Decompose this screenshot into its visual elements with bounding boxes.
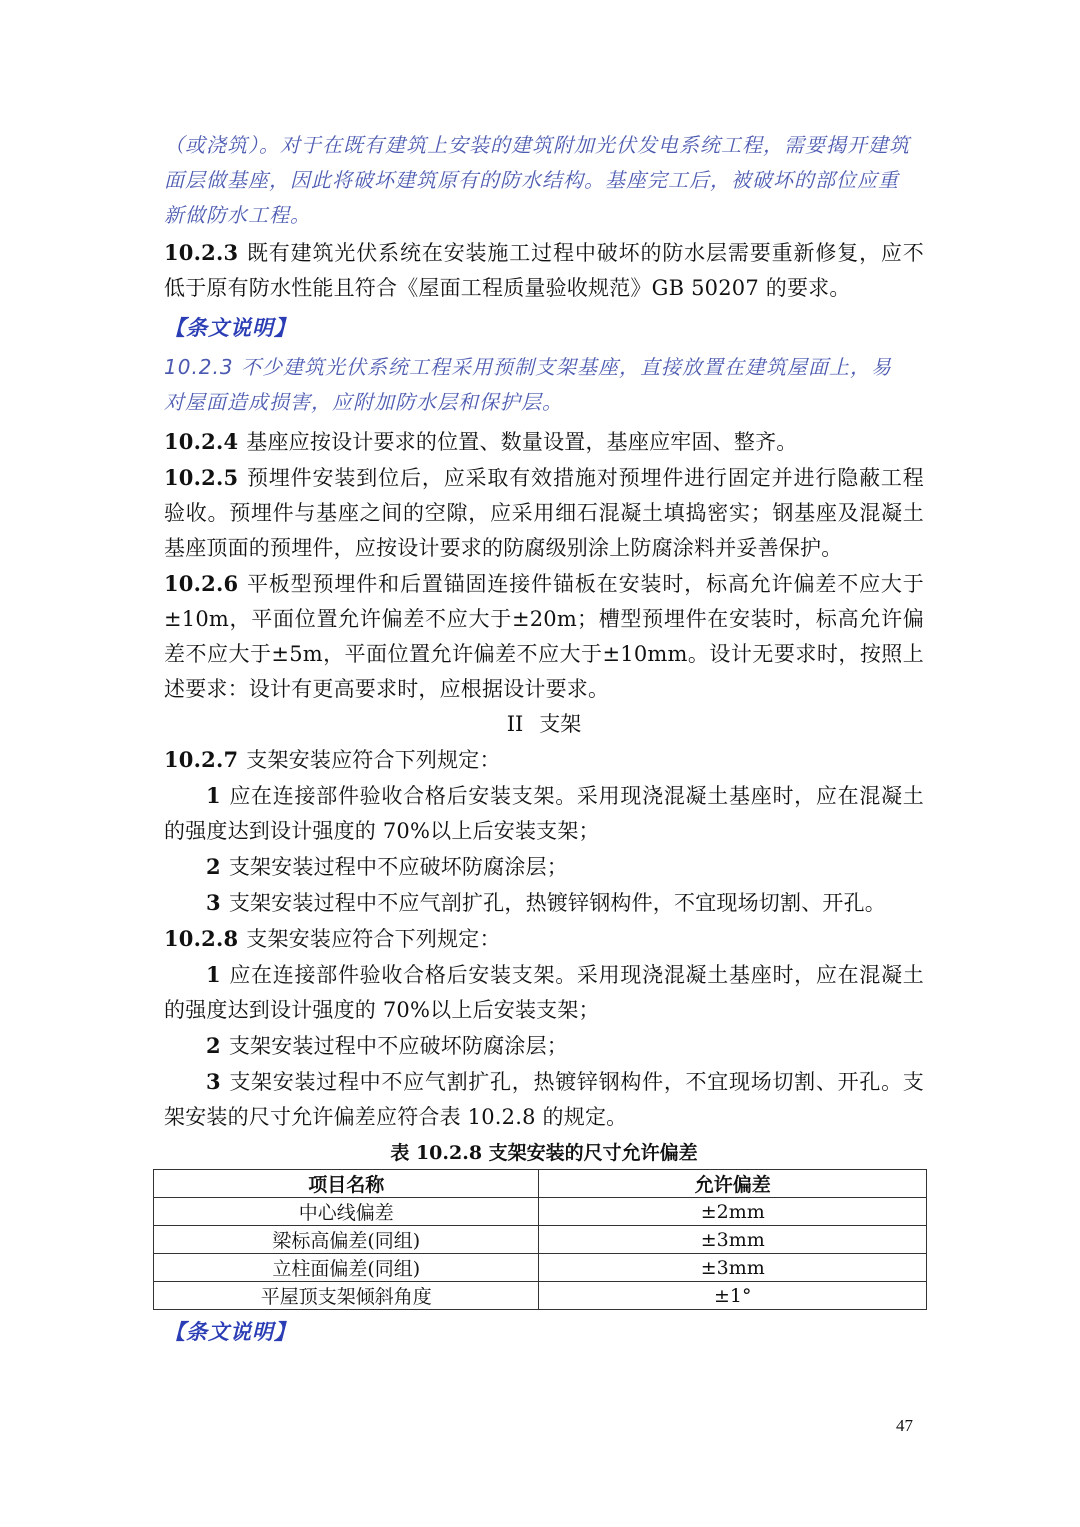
clause-text: 支架安装应符合下列规定： [246, 748, 501, 772]
tolerance-table [153, 1169, 927, 1310]
table-row [154, 1254, 927, 1282]
table-cell: ±3mm [539, 1226, 927, 1254]
table-row [154, 1198, 927, 1226]
clause-10-2-5 [164, 460, 924, 566]
page-content [164, 128, 924, 1354]
clause-10-2-6 [164, 566, 924, 707]
explanation-note-10-2-3 [164, 350, 924, 420]
clause-number: 10.2.8 [164, 926, 239, 951]
item-text: 应在连接部件验收合格后安装支架。采用现浇混凝土基座时，应在混凝土的强度达到设计强度的 70%以上后安装支架； [164, 784, 924, 843]
item-number: 3 [206, 1069, 221, 1094]
note-line: 对屋面造成损害，应附加防水层和保护层。 [164, 390, 563, 414]
clause-text: 预埋件安装到位后，应采取有效措施对预埋件进行固定并进行隐蔽工程验收。预埋件与基座之间的空隙，应采用细石混凝土填捣密实；钢基座及混凝土基座顶面的预埋件，应按设计要求的防腐级别涂上防腐涂料并妥善保护。 [164, 466, 924, 560]
clause-text: 支架安装应符合下列规定： [246, 927, 501, 951]
item-number: 2 [206, 1033, 221, 1058]
clause-number: 10.2.7 [164, 747, 239, 772]
column-header: 允许偏差 [539, 1170, 927, 1198]
clause-text: 平板型预埋件和后置锚固连接件锚板在安装时，标高允许偏差不应大于±10m，平面位置允许偏差不应大于±20m；槽型预埋件在安装时，标高允许偏差不应大于±5m，平面位置允许偏差不应大于±10mm。设计无要求时，按照上述要求：设计有更高要求时，应根据设计要求。 [164, 572, 924, 701]
table-header-row [154, 1170, 927, 1198]
note-line: 10.2.3 不少建筑光伏系统工程采用预制支架基座，直接放置在建筑屋面上，易 [164, 355, 892, 379]
clause-item [164, 1028, 924, 1064]
clause-explanation-heading: 【条文说明】 [164, 316, 296, 340]
clause-number: 10.2.3 [164, 240, 239, 265]
page-number: 47 [896, 1416, 913, 1435]
item-text: 应在连接部件验收合格后安装支架。采用现浇混凝土基座时，应在混凝土的强度达到设计强度的 70%以上后安装支架； [164, 963, 924, 1022]
clause-item [164, 957, 924, 1028]
section-name: 支架 [539, 712, 582, 736]
clause-item [164, 1064, 924, 1135]
clause-explanation-heading: 【条文说明】 [164, 1320, 296, 1344]
clause-10-2-4 [164, 424, 924, 460]
explanation-note-top [164, 128, 924, 233]
note-line: （或浇筑）。对于在既有建筑上安装的建筑附加光伏发电系统工程，需要揭开建筑 [164, 133, 910, 157]
section-title [164, 707, 924, 742]
clause-10-2-3 [164, 235, 924, 306]
clause-item [164, 849, 924, 885]
table-caption: 表 10.2.8 支架安装的尺寸允许偏差 [390, 1142, 698, 1164]
item-number: 1 [206, 962, 221, 987]
clause-item [164, 885, 924, 921]
table-row [154, 1282, 927, 1310]
table-row [154, 1226, 927, 1254]
clause-number: 10.2.5 [164, 465, 239, 490]
clause-item [164, 778, 924, 849]
item-text: 支架安装过程中不应气割扩孔，热镀锌钢构件，不宜现场切割、开孔。支架安装的尺寸允许偏差应符合表 10.2.8 的规定。 [164, 1070, 924, 1129]
item-number: 2 [206, 854, 221, 879]
item-number: 3 [206, 890, 221, 915]
table-cell: 梁标高偏差(同组) [154, 1226, 539, 1254]
section-roman-numeral: II [506, 712, 524, 736]
clause-number: 10.2.6 [164, 571, 239, 596]
table-cell: ±2mm [539, 1198, 927, 1226]
item-number: 1 [206, 783, 221, 808]
table-cell: 平屋顶支架倾斜角度 [154, 1282, 539, 1310]
table-cell: 立柱面偏差(同组) [154, 1254, 539, 1282]
clause-text: 基座应按设计要求的位置、数量设置，基座应牢固、整齐。 [246, 430, 798, 454]
clause-10-2-8 [164, 921, 924, 957]
item-text: 支架安装过程中不应气剖扩孔，热镀锌钢构件，不宜现场切割、开孔。 [228, 891, 887, 915]
item-text: 支架安装过程中不应破坏防腐涂层； [228, 1034, 569, 1058]
clause-10-2-7 [164, 742, 924, 778]
table-cell: 中心线偏差 [154, 1198, 539, 1226]
table-cell: ±1° [539, 1282, 927, 1310]
column-header: 项目名称 [154, 1170, 539, 1198]
note-line: 新做防水工程。 [164, 203, 311, 227]
clause-text: 既有建筑光伏系统在安装施工过程中破坏的防水层需要重新修复，应不低于原有防水性能且符合《屋面工程质量验收规范》GB 50207 的要求。 [164, 241, 924, 300]
note-line: 面层做基座，因此将破坏建筑原有的防水结构。基座完工后，被破坏的部位应重 [164, 168, 899, 192]
item-text: 支架安装过程中不应破坏防腐涂层； [228, 855, 569, 879]
clause-number: 10.2.4 [164, 429, 239, 454]
table-cell: ±3mm [539, 1254, 927, 1282]
